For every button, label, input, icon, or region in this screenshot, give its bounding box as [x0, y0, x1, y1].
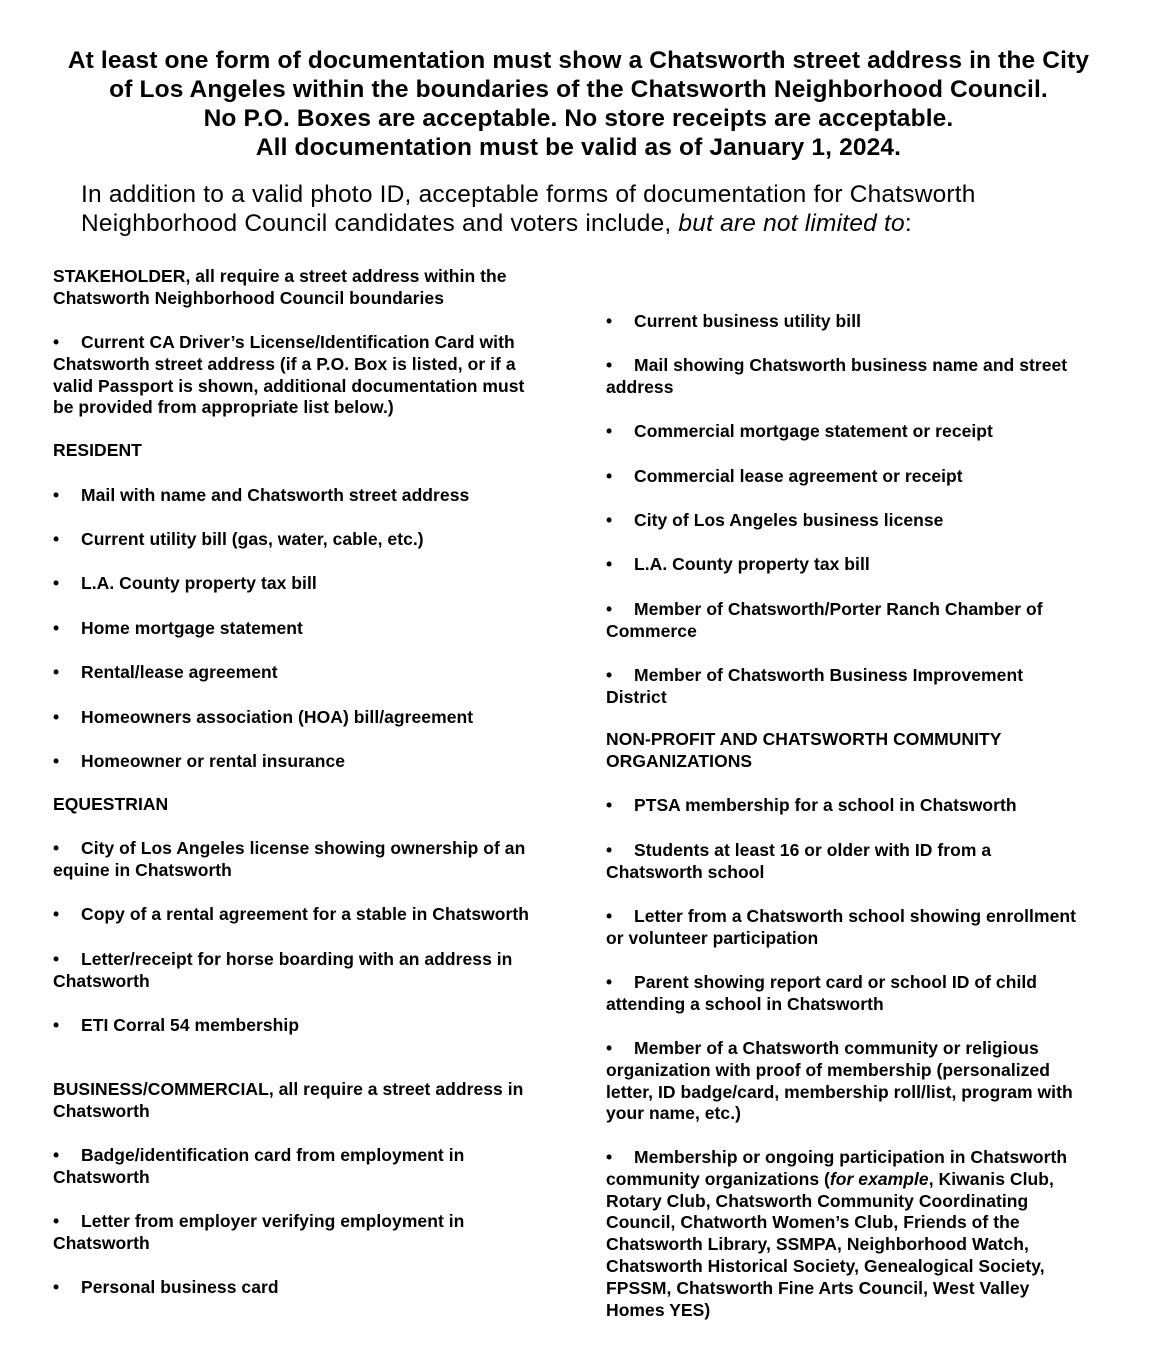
item-text: Letter from employer verifying employment in	[81, 1211, 465, 1231]
item-line: letter, ID badge/card, membership roll/list, program with	[606, 1081, 1073, 1102]
item-text: Mail with name and Chatsworth street address	[81, 485, 470, 505]
item-text: Commercial mortgage statement or receipt	[634, 421, 993, 441]
nonprofit-heading	[606, 729, 1111, 773]
list-item	[606, 840, 1111, 884]
bullet-icon: •	[606, 1038, 613, 1058]
item-text: Letter from a Chatsworth school showing enrollment	[634, 906, 1076, 926]
item-line	[606, 1169, 1111, 1191]
item-text: Current utility bill (gas, water, cable, etc.)	[81, 529, 424, 549]
intro-line: In addition to a valid photo ID, acceptable forms of documentation for Chatsworth	[81, 181, 976, 208]
item-text: City of Los Angeles license showing ownership of an	[81, 838, 526, 858]
bullet-icon: •	[606, 1147, 613, 1167]
item-line: Council, Chatworth Women’s Club, Friends of the	[606, 1212, 1020, 1233]
item-line: Homes YES)	[606, 1299, 711, 1320]
item-line: Chatsworth Library, SSMPA, Neighborhood Watch,	[606, 1234, 1029, 1255]
bullet-icon: •	[53, 751, 60, 771]
item-line: Chatsworth street address (if a P.O. Box is listed, or if a	[53, 353, 516, 374]
item-line: or volunteer participation	[606, 927, 819, 948]
item-text: Member of Chatsworth/Porter Ranch Chamber of	[634, 599, 1043, 619]
item-line	[606, 355, 1111, 377]
item-text: Rental/lease agreement	[81, 662, 278, 682]
item-line	[606, 421, 1111, 443]
equestrian-heading: EQUESTRIAN	[53, 794, 169, 814]
bullet-icon: •	[606, 795, 613, 815]
item-line	[606, 1147, 1111, 1169]
list-item	[53, 949, 568, 993]
bullet-icon: •	[53, 1211, 60, 1231]
bullet-icon: •	[53, 529, 60, 549]
item-line: address	[606, 376, 674, 397]
bullet-icon: •	[606, 906, 613, 926]
item-line	[53, 1277, 568, 1299]
item-text: Homeowner or rental insurance	[81, 751, 346, 771]
bullet-icon: •	[53, 1015, 60, 1035]
item-line	[53, 838, 568, 860]
item-line	[53, 332, 568, 354]
list-item	[53, 1211, 568, 1255]
bullet-icon: •	[53, 662, 60, 682]
item-line	[53, 904, 568, 926]
bullet-icon: •	[53, 707, 60, 727]
header-line: At least one form of documentation must show a Chatsworth street address in the City	[67, 47, 1090, 74]
list-item	[606, 599, 1111, 643]
bullet-icon: •	[606, 665, 613, 685]
item-text: PTSA membership for a school in Chatsworth	[634, 795, 1017, 815]
business-heading	[53, 1079, 568, 1123]
list-item	[53, 838, 568, 882]
list-item	[606, 665, 1111, 709]
item-line: be provided from appropriate list below.)	[53, 397, 394, 418]
heading-line: NON-PROFIT AND CHATSWORTH COMMUNITY	[606, 729, 1002, 749]
item-line: Chatsworth school	[606, 861, 765, 882]
list-item	[606, 510, 1111, 532]
item-line: Chatsworth	[53, 1166, 150, 1187]
bullet-icon: •	[606, 355, 613, 375]
heading-line	[53, 1079, 568, 1101]
item-line	[606, 510, 1111, 532]
list-item	[53, 662, 568, 684]
item-line	[606, 795, 1111, 817]
list-item	[53, 573, 568, 595]
item-text: Students at least 16 or older with ID from a	[634, 840, 992, 860]
list-item	[53, 485, 568, 507]
list-item	[606, 554, 1111, 576]
list-item	[53, 1015, 568, 1037]
list-item	[606, 795, 1111, 817]
item-text: Badge/identification card from employment in	[81, 1145, 465, 1165]
item-line	[53, 949, 568, 971]
item-text: community organizations (	[606, 1168, 830, 1189]
bullet-icon: •	[606, 421, 613, 441]
item-text: Member of a Chatsworth community or religious	[634, 1038, 1039, 1058]
item-line	[606, 466, 1111, 488]
list-item	[53, 1145, 568, 1189]
list-item	[606, 1038, 1111, 1125]
header-line: All documentation must be valid as of January 1, 2024.	[255, 134, 902, 161]
item-line: Chatsworth	[53, 1232, 150, 1253]
item-text: City of Los Angeles business license	[634, 510, 944, 530]
stakeholder-item	[53, 332, 568, 419]
stakeholder-heading	[53, 266, 568, 310]
item-line: attending a school in Chatsworth	[606, 993, 884, 1014]
list-item	[606, 906, 1111, 950]
bullet-icon: •	[53, 573, 60, 593]
item-line	[606, 972, 1111, 994]
intro-text: Neighborhood Council candidates and voters include,	[81, 210, 679, 237]
header-notice	[30, 46, 1127, 162]
bullet-icon: •	[53, 904, 60, 924]
bullet-icon: •	[606, 510, 613, 530]
item-emphasis: for example	[829, 1168, 929, 1189]
item-line	[606, 554, 1111, 576]
item-text: L.A. County property tax bill	[634, 554, 870, 574]
item-line	[53, 1145, 568, 1167]
section-heading: STAKEHOLDER	[53, 266, 186, 286]
bullet-icon: •	[53, 1145, 60, 1165]
list-item	[606, 1147, 1111, 1321]
item-line: FPSSM, Chatsworth Fine Arts Council, West Valley	[606, 1277, 1030, 1298]
item-line: Commerce	[606, 620, 697, 641]
item-line	[606, 311, 1111, 333]
item-line	[606, 906, 1111, 928]
bullet-icon: •	[606, 466, 613, 486]
item-text: Membership or ongoing participation in Chatsworth	[634, 1147, 1068, 1167]
item-text: Homeowners association (HOA) bill/agreement	[81, 707, 474, 727]
bullet-icon: •	[606, 840, 613, 860]
heading-text: , all require a street address within the	[185, 266, 507, 286]
item-text: Member of Chatsworth Business Improvement	[634, 665, 1024, 685]
item-line	[53, 1015, 568, 1037]
item-text: Copy of a rental agreement for a stable in Chatsworth	[81, 904, 530, 924]
item-line	[606, 665, 1111, 687]
item-line	[606, 840, 1111, 862]
item-text: Parent showing report card or school ID of child	[634, 972, 1038, 992]
item-text: Letter/receipt for horse boarding with an address in	[81, 949, 513, 969]
item-text: L.A. County property tax bill	[81, 573, 317, 593]
header-line: No P.O. Boxes are acceptable. No store receipts are acceptable.	[203, 105, 954, 132]
item-text: Current business utility bill	[634, 311, 862, 331]
list-item	[53, 751, 568, 773]
item-text: Mail showing Chatsworth business name and street	[634, 355, 1068, 375]
header-line: of Los Angeles within the boundaries of the Chatsworth Neighborhood Council.	[109, 76, 1048, 103]
item-line: Chatsworth Historical Society, Genealogical Society,	[606, 1255, 1045, 1276]
list-item	[606, 972, 1111, 1016]
item-text: Home mortgage statement	[81, 618, 303, 638]
bullet-icon: •	[53, 332, 60, 352]
item-line: equine in Chatsworth	[53, 859, 232, 880]
bullet-icon: •	[53, 485, 60, 505]
item-line: your name, etc.)	[606, 1103, 742, 1124]
bullet-icon: •	[606, 972, 613, 992]
list-item	[53, 529, 568, 551]
heading-line	[53, 266, 568, 288]
item-line	[606, 599, 1111, 621]
list-item	[53, 618, 568, 640]
item-text: , Kiwanis Club,	[928, 1168, 1054, 1189]
bullet-icon: •	[53, 618, 60, 638]
item-text: ETI Corral 54 membership	[81, 1015, 300, 1035]
item-line: organization with proof of membership (personalized	[606, 1059, 1050, 1080]
list-item	[606, 421, 1111, 443]
bullet-icon: •	[606, 599, 613, 619]
list-item	[53, 707, 568, 729]
bullet-icon: •	[53, 838, 60, 858]
item-line	[606, 1038, 1111, 1060]
heading-line: Chatsworth	[53, 1100, 150, 1121]
item-text: Personal business card	[81, 1277, 279, 1297]
list-item	[53, 904, 568, 926]
list-item	[606, 355, 1111, 399]
bullet-icon: •	[606, 311, 613, 331]
item-line: District	[606, 686, 667, 707]
heading-text: , all require a street address in	[268, 1079, 524, 1099]
intro-line	[81, 209, 1131, 238]
heading-line: ORGANIZATIONS	[606, 750, 753, 771]
item-line	[53, 1211, 568, 1233]
heading-line: Chatsworth Neighborhood Council boundaries	[53, 287, 444, 308]
intro-emphasis: but are not limited to	[678, 210, 905, 237]
item-line: Rotary Club, Chatsworth Community Coordinating	[606, 1190, 1029, 1211]
item-text: Current CA Driver’s License/Identification Card with	[81, 332, 515, 352]
intro-paragraph	[81, 180, 1131, 238]
item-line: Chatsworth	[53, 970, 150, 991]
section-heading: BUSINESS/COMMERCIAL	[53, 1079, 269, 1099]
bullet-icon: •	[53, 949, 60, 969]
list-item	[53, 1277, 568, 1299]
bullet-icon: •	[606, 554, 613, 574]
resident-heading: RESIDENT	[53, 440, 142, 460]
item-text: Commercial lease agreement or receipt	[634, 466, 963, 486]
list-item	[606, 466, 1111, 488]
item-line: valid Passport is shown, additional documentation must	[53, 375, 525, 396]
intro-text: :	[904, 210, 912, 237]
list-item	[606, 311, 1111, 333]
bullet-icon: •	[53, 1277, 60, 1297]
